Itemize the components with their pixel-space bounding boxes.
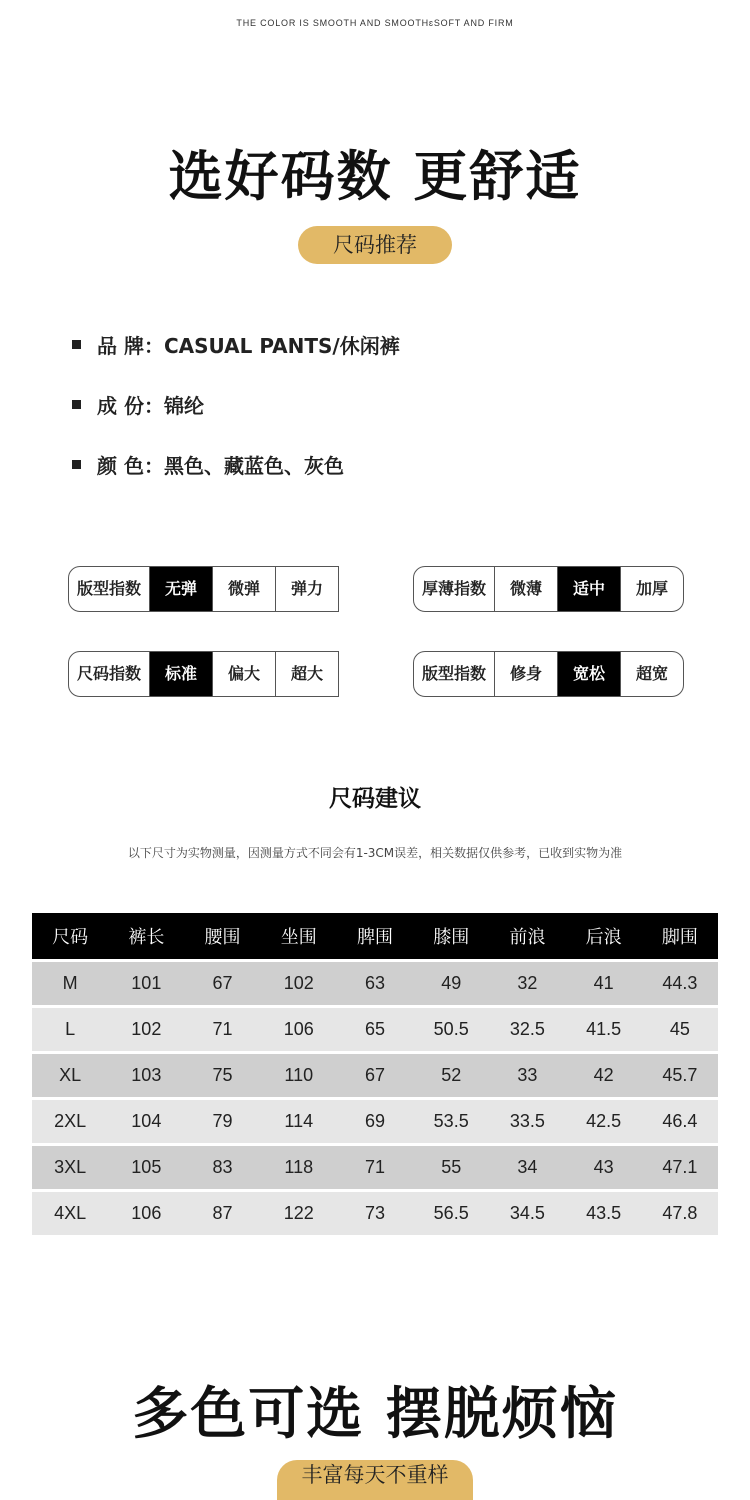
table-cell: 106 (108, 1192, 184, 1235)
table-cell: 56.5 (413, 1192, 489, 1235)
table-cell: 50.5 (413, 1008, 489, 1051)
table-cell: 102 (108, 1008, 184, 1051)
table-cell: 52 (413, 1054, 489, 1097)
table-header-row (32, 913, 718, 959)
index-option: 修身 (494, 652, 557, 696)
bottom-pill: 丰富每天不重样 (277, 1460, 473, 1500)
index-label: 尺码指数 (76, 664, 141, 683)
table-cell: 41.5 (566, 1008, 642, 1051)
info-value: CASUAL PANTS/休闲裤 (163, 333, 400, 358)
index-label: 版型指数 (421, 664, 486, 683)
table-cell: 71 (184, 1008, 260, 1051)
table-cell: 87 (184, 1192, 260, 1235)
index-option: 微弹 (212, 567, 275, 611)
table-cell: 103 (108, 1054, 184, 1097)
info-value: 黑色、藏蓝色、灰色 (163, 453, 344, 478)
table-cell: 2XL (32, 1100, 108, 1143)
table-cell: 42 (566, 1054, 642, 1097)
table-cell: M (32, 962, 108, 1005)
table-header: 膝围 (413, 913, 489, 959)
table-cell: 45 (642, 1008, 718, 1051)
index-fit (413, 651, 684, 697)
index-thickness (413, 566, 684, 612)
table-row (32, 1100, 718, 1143)
table-cell: 63 (337, 962, 413, 1005)
table-cell: 53.5 (413, 1100, 489, 1143)
size-section-title: 尺码建议 (329, 786, 421, 812)
table-cell: 43 (566, 1146, 642, 1189)
index-label: 厚薄指数 (421, 579, 486, 598)
info-color (72, 449, 344, 479)
table-row (32, 962, 718, 1005)
index-elasticity (68, 566, 339, 612)
table-cell: 73 (337, 1192, 413, 1235)
table-row (32, 1146, 718, 1189)
index-option: 适中 (557, 567, 620, 611)
index-label: 版型指数 (76, 579, 141, 598)
table-header: 坐围 (261, 913, 337, 959)
info-label: 颜 色： (97, 453, 164, 478)
table-cell: 42.5 (566, 1100, 642, 1143)
table-header: 腰围 (184, 913, 260, 959)
table-cell: 33 (489, 1054, 565, 1097)
size-recommend-pill: 尺码推荐 (298, 226, 452, 264)
table-cell: 104 (108, 1100, 184, 1143)
table-cell: 44.3 (642, 962, 718, 1005)
table-cell: 43.5 (566, 1192, 642, 1235)
index-option: 无弹 (149, 567, 212, 611)
table-cell: 32.5 (489, 1008, 565, 1051)
info-brand (72, 329, 400, 359)
index-option: 弹力 (275, 567, 338, 611)
info-label: 成 份： (97, 393, 164, 418)
table-header: 前浪 (489, 913, 565, 959)
index-option: 偏大 (212, 652, 275, 696)
table-cell: 65 (337, 1008, 413, 1051)
info-value: 锦纶 (163, 393, 204, 418)
table-cell: 33.5 (489, 1100, 565, 1143)
size-note: 以下尺寸为实物测量，因测量方式不同会有1-3CM误差，相关数据仅供参考，已收到实物为准 (127, 846, 623, 860)
table-cell: 4XL (32, 1192, 108, 1235)
index-option: 标准 (149, 652, 212, 696)
table-cell: 114 (261, 1100, 337, 1143)
table-cell: 102 (261, 962, 337, 1005)
table-cell: 75 (184, 1054, 260, 1097)
table-cell: 71 (337, 1146, 413, 1189)
table-cell: 3XL (32, 1146, 108, 1189)
table-cell: 41 (566, 962, 642, 1005)
table-cell: 47.1 (642, 1146, 718, 1189)
table-cell: 45.7 (642, 1054, 718, 1097)
hero-title: 选好码数 更舒适 (168, 145, 582, 208)
table-cell: 79 (184, 1100, 260, 1143)
index-option: 宽松 (557, 652, 620, 696)
table-cell: 83 (184, 1146, 260, 1189)
index-option: 超宽 (620, 652, 683, 696)
index-option: 加厚 (620, 567, 683, 611)
table-header: 尺码 (32, 913, 108, 959)
table-cell: 49 (413, 962, 489, 1005)
info-material (72, 389, 204, 419)
table-cell: L (32, 1008, 108, 1051)
table-cell: 67 (184, 962, 260, 1005)
table-header: 裤长 (108, 913, 184, 959)
table-cell: 67 (337, 1054, 413, 1097)
bullet-icon (72, 340, 81, 349)
table-cell: 32 (489, 962, 565, 1005)
table-row (32, 1054, 718, 1097)
table-cell: 46.4 (642, 1100, 718, 1143)
table-cell: 118 (261, 1146, 337, 1189)
table-header: 脾围 (337, 913, 413, 959)
table-row (32, 1008, 718, 1051)
table-cell: 34 (489, 1146, 565, 1189)
table-cell: 101 (108, 962, 184, 1005)
bullet-icon (72, 400, 81, 409)
table-cell: 106 (261, 1008, 337, 1051)
table-cell: 34.5 (489, 1192, 565, 1235)
index-option: 微薄 (494, 567, 557, 611)
table-cell: XL (32, 1054, 108, 1097)
hero2-title: 多色可选 摆脱烦恼 (132, 1382, 618, 1447)
size-table (32, 910, 718, 1238)
tagline: THE COLOR IS SMOOTH AND SMOOTHɛSOFT AND FIRM (236, 18, 514, 28)
table-cell: 55 (413, 1146, 489, 1189)
table-header: 脚围 (642, 913, 718, 959)
index-option: 超大 (275, 652, 338, 696)
bullet-icon (72, 460, 81, 469)
table-cell: 105 (108, 1146, 184, 1189)
table-row (32, 1192, 718, 1235)
info-label: 品 牌： (97, 333, 164, 358)
table-header: 后浪 (566, 913, 642, 959)
table-cell: 47.8 (642, 1192, 718, 1235)
table-cell: 69 (337, 1100, 413, 1143)
index-size (68, 651, 339, 697)
table-cell: 110 (261, 1054, 337, 1097)
table-cell: 122 (261, 1192, 337, 1235)
